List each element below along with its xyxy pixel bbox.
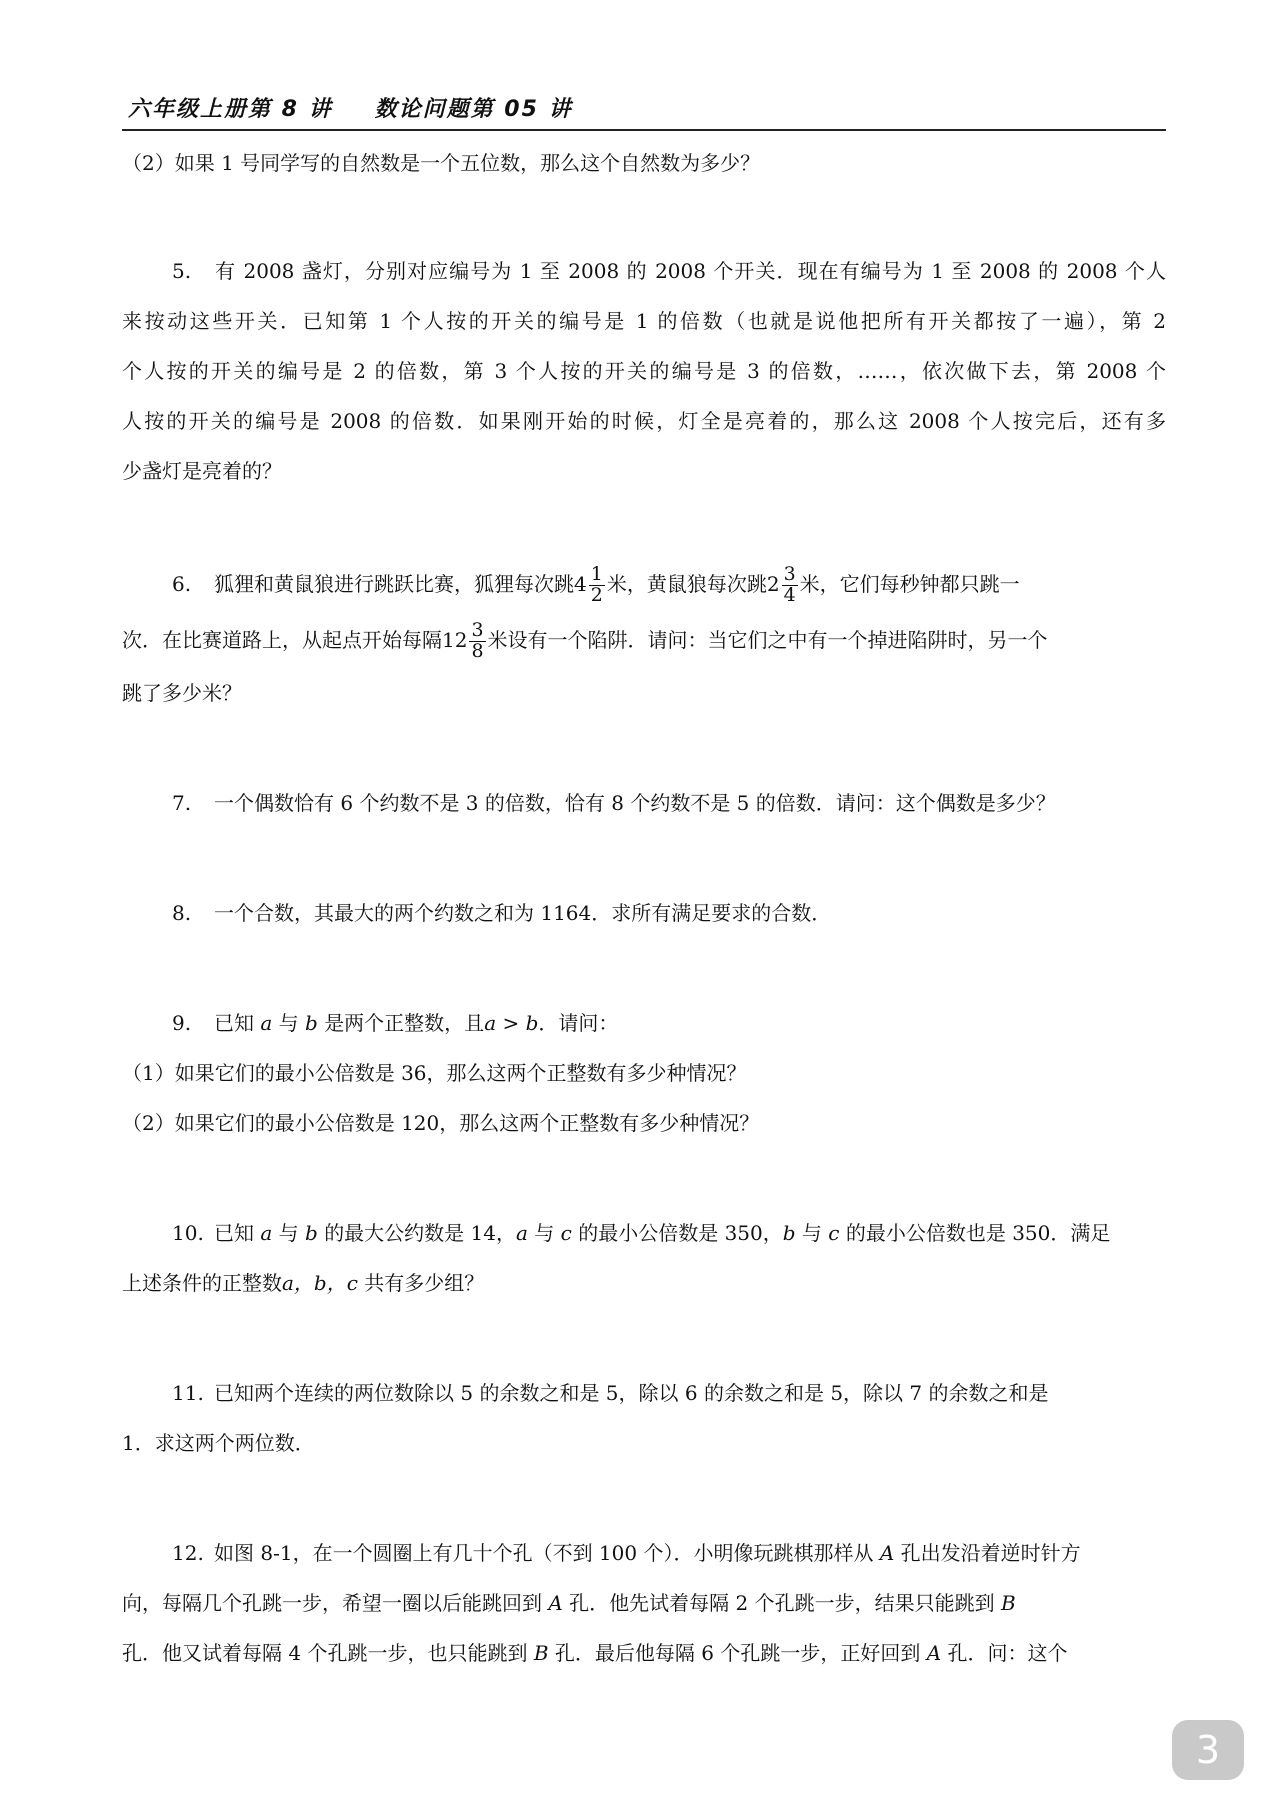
question-9: [122, 998, 1166, 1148]
header-divider: [122, 129, 1166, 131]
q8-number: 8.: [172, 901, 192, 925]
q5-number: 5.: [172, 259, 192, 283]
q5-line4: 人按的开关的编号是 2008 的倍数．如果刚开始的时候，灯全是亮着的，那么这 2008 个人按完后，还有多: [122, 409, 1166, 433]
header-topic: 数论问题第 05 讲: [374, 97, 573, 122]
page-number-badge: 3: [1172, 1720, 1244, 1780]
q11-line2: 1．求这两个两位数．: [122, 1431, 315, 1455]
q5-line3: 个人按的开关的编号是 2 的倍数，第 3 个人按的开关的编号是 3 的倍数，……，依次做下去，第 2008 个: [122, 359, 1166, 383]
q6-line3: 跳了多少米？: [122, 681, 242, 705]
question-5: [122, 246, 1166, 496]
q5-line5: 少盏灯是亮着的？: [122, 459, 282, 483]
q9-part1: （1）如果它们的最小公倍数是 36，那么这两个正整数有多少种情况？: [122, 1061, 747, 1085]
fraction: $\frac{3}{8}$: [471, 619, 484, 662]
q6-number: 6.: [172, 572, 192, 596]
q12-line3: 孔．他又试着每隔 4 个孔跳一步，也只能跳到 B 孔．最后他每隔 6 个孔跳一步，正好回到 A 孔．问：这个: [122, 1641, 1068, 1665]
q12-number: 12.: [172, 1541, 204, 1565]
question-8: 8. 一个合数，其最大的两个约数之和为 1164．求所有满足要求的合数．: [122, 888, 1166, 938]
q5-line1: 5. 有 2008 盏灯，分别对应编号为 1 至 2008 的 2008 个开关．现在有编号为 1 至 2008 的 2008 个人: [122, 246, 1166, 296]
question-7: 7. 一个偶数恰有 6 个约数不是 3 的倍数，恰有 8 个约数不是 5 的倍数．请问：这个偶数是多少？: [122, 778, 1166, 828]
q10-line2: 上述条件的正整数a，b，c 共有多少组？: [122, 1271, 485, 1295]
q4-part2: （2）如果 1 号同学写的自然数是一个五位数，那么这个自然数为多少？: [122, 151, 761, 175]
q11-line1: 11. 已知两个连续的两位数除以 5 的余数之和是 5，除以 6 的余数之和是 5，除以 7 的余数之和是: [122, 1368, 1166, 1418]
q5-line2: 来按动这些开关．已知第 1 个人按的开关的编号是 1 的倍数（也就是说他把所有开关都按了一遍），第 2: [122, 309, 1166, 333]
q6-line2: 次．在比赛道路上，从起点开始每隔12 $\frac{3}{8}$ 米设有一个陷阱．请问：当它们之中有一个掉进陷阱时，另一个: [122, 619, 1048, 662]
question-11: [122, 1368, 1166, 1468]
q7-number: 7.: [172, 791, 192, 815]
q6-line1: 6. 狐狸和黄鼠狼进行跳跃比赛，狐狸每次跳4 $\frac{1}{2}$ 米，黄鼠狼每次跳2 $\frac{3}{4}$ 米，它们每秒钟都只跳一: [122, 556, 1166, 612]
q9-number: 9.: [172, 1011, 192, 1035]
question-10: [122, 1208, 1166, 1308]
q11-number: 11.: [172, 1381, 204, 1405]
question-12: [122, 1528, 1166, 1678]
fraction: $\frac{1}{2}$: [590, 563, 603, 606]
problem-list: [122, 138, 1166, 1678]
question-6: [122, 556, 1166, 718]
fraction: $\frac{3}{4}$: [783, 563, 796, 606]
q9-part2: （2）如果它们的最小公倍数是 120，那么这两个正整数有多少种情况？: [122, 1111, 760, 1135]
q9-line1: 9. 已知 a 与 b 是两个正整数，且a > b．请问：: [122, 998, 1166, 1048]
q10-number: 10.: [172, 1221, 204, 1245]
header-lecture: 六年级上册第 8 讲: [128, 97, 333, 122]
q12-line1: 12. 如图 8-1，在一个圆圈上有几十个孔（不到 100 个）．小明像玩跳棋那样从 A 孔出发沿着逆时针方: [122, 1528, 1166, 1578]
q12-line2: 向，每隔几个孔跳一步，希望一圈以后能跳回到 A 孔．他先试着每隔 2 个孔跳一步，结果只能跳到 B: [122, 1591, 1016, 1615]
q10-line1: 10. 已知 a 与 b 的最大公约数是 14，a 与 c 的最小公倍数是 350，b 与 c 的最小公倍数也是 350．满足: [122, 1208, 1166, 1258]
page-header: [128, 92, 573, 123]
